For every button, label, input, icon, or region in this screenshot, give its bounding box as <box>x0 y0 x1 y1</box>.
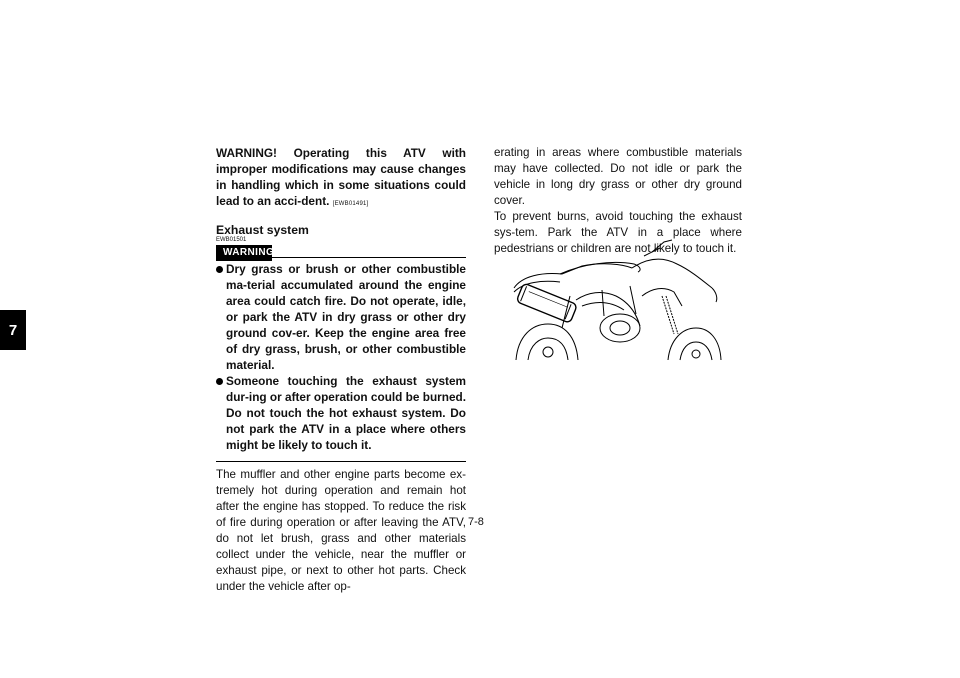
list-item-text: Dry grass or brush or other combustible ma-terial accumulated around the engine area could catch fire. Do not operate, idle, or park the ATV in dry grass or other dry ground cov-er. Keep the engine area free of dry grass, brush, or other combustible material. <box>226 262 466 372</box>
warning-rule <box>272 257 466 258</box>
warning-badge <box>216 245 275 261</box>
section-code: EWB01501 <box>216 237 247 243</box>
chapter-number: 7 <box>8 321 18 339</box>
page-number: 7-8 <box>468 516 484 528</box>
section-heading: Exhaust system <box>216 223 309 237</box>
list-item <box>216 373 466 453</box>
modification-warning <box>216 145 466 212</box>
list-item <box>216 261 466 373</box>
left-column <box>216 145 466 595</box>
warning-reference-code: [EWB01491] <box>332 201 369 207</box>
warning-header <box>216 245 466 261</box>
chapter-tab <box>0 310 26 350</box>
bullet-icon <box>216 378 223 385</box>
burn-prevention-paragraph: To prevent burns, avoid touching the exhaust sys-tem. Park the ATV in a place where pedestrians or children are not likely to touch it. <box>494 210 742 255</box>
modification-warning-text: WARNING! Operating this ATV with improper modifications may cause changes in handling which in some situations could lead to an acci-dent. <box>216 146 466 208</box>
body-paragraph: The muffler and other engine parts become ex-tremely hot during operation and remain hot after the engine has stopped. To reduce the risk of fire during operation or after leaving the ATV, do not let brush, grass and other materials collect under the vehicle, near the muffler or exhaust pipe, or next to other hot parts. Check under the vehicle after op- <box>216 468 466 593</box>
warning-label: WARNING <box>223 247 275 258</box>
warning-end-rule <box>216 461 466 462</box>
warning-list <box>216 261 466 453</box>
list-item-text: Someone touching the exhaust system dur-ing or after operation could be burned. Do not touch the hot exhaust system. Do not park the ATV in a place where others might be likely to touch it. <box>226 374 466 452</box>
continued-paragraph: erating in areas where combustible materials may have collected. Do not idle or park the vehicle in long dry grass or other dry ground cover. <box>494 146 742 207</box>
bullet-icon <box>216 266 223 273</box>
atv-exhaust-illustration <box>512 236 722 361</box>
